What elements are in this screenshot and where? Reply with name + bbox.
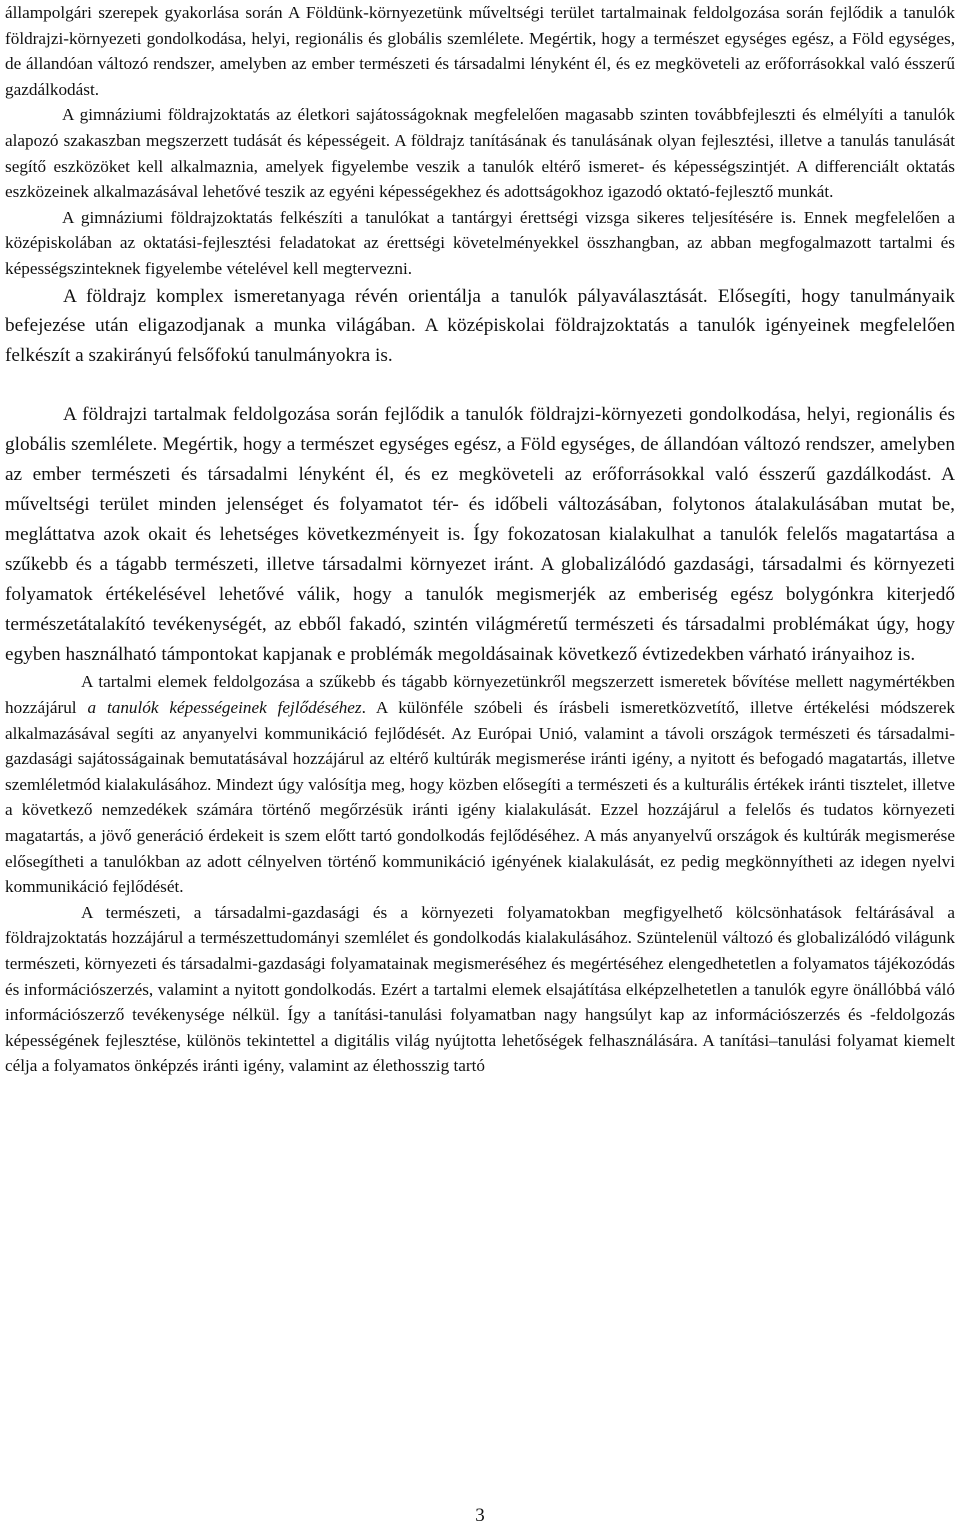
paragraph-1: állampolgári szerepek gyakorlása során A Földünk-környezetünk műveltségi terület tartalmainak feldolgozása során fejlődik a tanulók földrajzi-környezeti gondolkodása, helyi, regionális és globális szemlélete. Megértik, hogy a természet egységes egész, a Föld egységes, de állandóan változó rendszer, amelyben az ember természeti és társadalmi lényként él, és ez megköveteli az erőforrásokkal való ésszerű gazdálkodást. — [5, 3, 955, 99]
paragraph-5: A földrajzi tartalmak feldolgozása során fejlődik a tanulók földrajzi-környezeti gondolkodása, helyi, regionális és globális szemlélete. Megértik, hogy a természet egységes egész, a Föld egységes, de állandóan változó rendszer, amelyben az ember természeti és társadalmi lényként él, és ez megköveteli az erőforrásokkal való ésszerű gazdálkodást. A műveltségi terület minden jelenséget és folyamatot tér- és időbeli változásában, folytonos átalakulásában mutat be, megláttatva azok okait és lehetséges következményeit is. Így fokozatosan kialakulhat a tanulók felelős magatartása a szűkebb és a tágabb természeti, illetve társadalmi környezet iránt. A globalizálódó gazdasági, társadalmi és környezeti folyamatok értékelésével lehetővé válik, hogy a tanulók megismerjék az emberiség egész bolygónkra kiterjedő természetátalakító tevékenységét, az ebből fakadó, szintén világméretű természeti és társadalmi problémákat úgy, hogy egyben használható támpontokat kapjanak e problémák megoldásainak következő évtizedekben várható irányaihoz is. — [5, 404, 955, 665]
paragraph-6-text-end: . A különféle szóbeli és írásbeli ismeretközvetítő, illetve értékelési módszerek alkalmazásával segíti az anyanyelvi kommunikáció fejlődését. Az Európai Unió, valamint a távoli országok természeti és társadalmi-gazdasági sajátosságainak bemutatásával hozzájárul az eltérő kultúrák megismerése iránti igény, a nyitott és befogadó magatartás, illetve szemléletmód kialakulásához. Mindezt úgy valósítja meg, hogy közben elősegíti a természeti és a kulturális értékek iránti tisztelet, illetve a következő nemzedékek számára történő megőrzésük iránti igény kialakulását. Ezzel hozzájárul a felelős és tudatos környezeti magatartás, a jövő generáció érdekeit is szem előtt tartó gondolkodás fejlődéséhez. A más anyanyelvű országok és kultúrák megismerése elősegítheti a tanulókban az adott célnyelven történő kommunikáció igényének kialakulását, ez pedig megkönnyítheti az idegen nyelvi kommunikáció fejlődését. — [5, 698, 956, 897]
paragraph-4: A földrajz komplex ismeretanyaga révén orientálja a tanulók pályaválasztását. Elősegíti, hogy tanulmányaik befejezése után eligazodjanak a munka világában. A középiskolai földrajzoktatás a tanulók igényeinek megfelelően felkészít a szakirányú felsőfokú tanulmányokra is. — [5, 285, 955, 367]
paragraph-3: A gimnáziumi földrajzoktatás felkészíti a tanulókat a tantárgyi érettségi vizsga sikeres teljesítésére is. Ennek megfelelően a középiskolában az oktatási-fejlesztési feladatokat az érettségi követelményekkel összhangban, az abban megfogalmazott tartalmi és képességszinteknek figyelembe vételével kell megtervezni. — [5, 207, 955, 278]
paragraph-7: A természeti, a társadalmi-gazdasági és a környezeti folyamatokban megfigyelhető kölcsönhatások feltárásával a földrajzoktatás hozzájárul a természettudományi szemlélet és gondolkodás kialakulásához. Szüntelenül változó és globalizálódó világunk természeti, környezeti és társadalmi-gazdasági folyamatainak megismeréséhez és megértéséhez elengedhetetlen a folyamatos tájékozódás és információszerzés, valamint a nyitott gondolkodás. Ezért a tartalmi elemek elsajátítása elképzelhetetlen a tanulók egyre önállóbbá váló információszerző tevékenysége nélkül. Így a tanítási-tanulási folyamatban nagy hangsúlyt kap az információszerzés és -feldolgozás képességének fejlesztése, különös tekintettel a digitális világ nyújtotta lehetőségek felhasználására. A tanítási–tanulási folyamat kiemelt célja a folyamatos önképzés iránti igény, valamint az élethosszig tartó — [5, 902, 955, 1076]
document-page — [5, 0, 955, 1079]
page-number: 3 — [475, 1505, 485, 1526]
paragraph-gap — [5, 371, 955, 400]
paragraph-6-emphasis: a tanulók képességeinek fejlődéséhez — [87, 698, 362, 717]
paragraph-6 — [5, 669, 955, 899]
paragraph-6-text-start: A tartalmi elemek feldolgozása a szűkebb és tágabb környezetünkről megszerzett ismeretek bővítése mellett nagymértékben hozzájárul — [5, 672, 955, 717]
paragraph-2: A gimnáziumi földrajzoktatás az életkori sajátosságoknak megfelelően magasabb szinten továbbfejleszti és elmélyíti a tanulók alapozó szakaszban megszerzett tudását és képességeit. A földrajz tanításának és tanulásának olyan fejlesztési, illetve a tanulás tanulását segítő eszközöket kell alkalmaznia, amelyek figyelembe veszik a tanulók eltérő ismeret- és képességszintjét. A differenciált oktatás eszközeinek alkalmazásával lehetővé teszik az egyéni képességekhez és adottságokhoz igazodó oktató-fejlesztő munkát. — [5, 105, 955, 202]
